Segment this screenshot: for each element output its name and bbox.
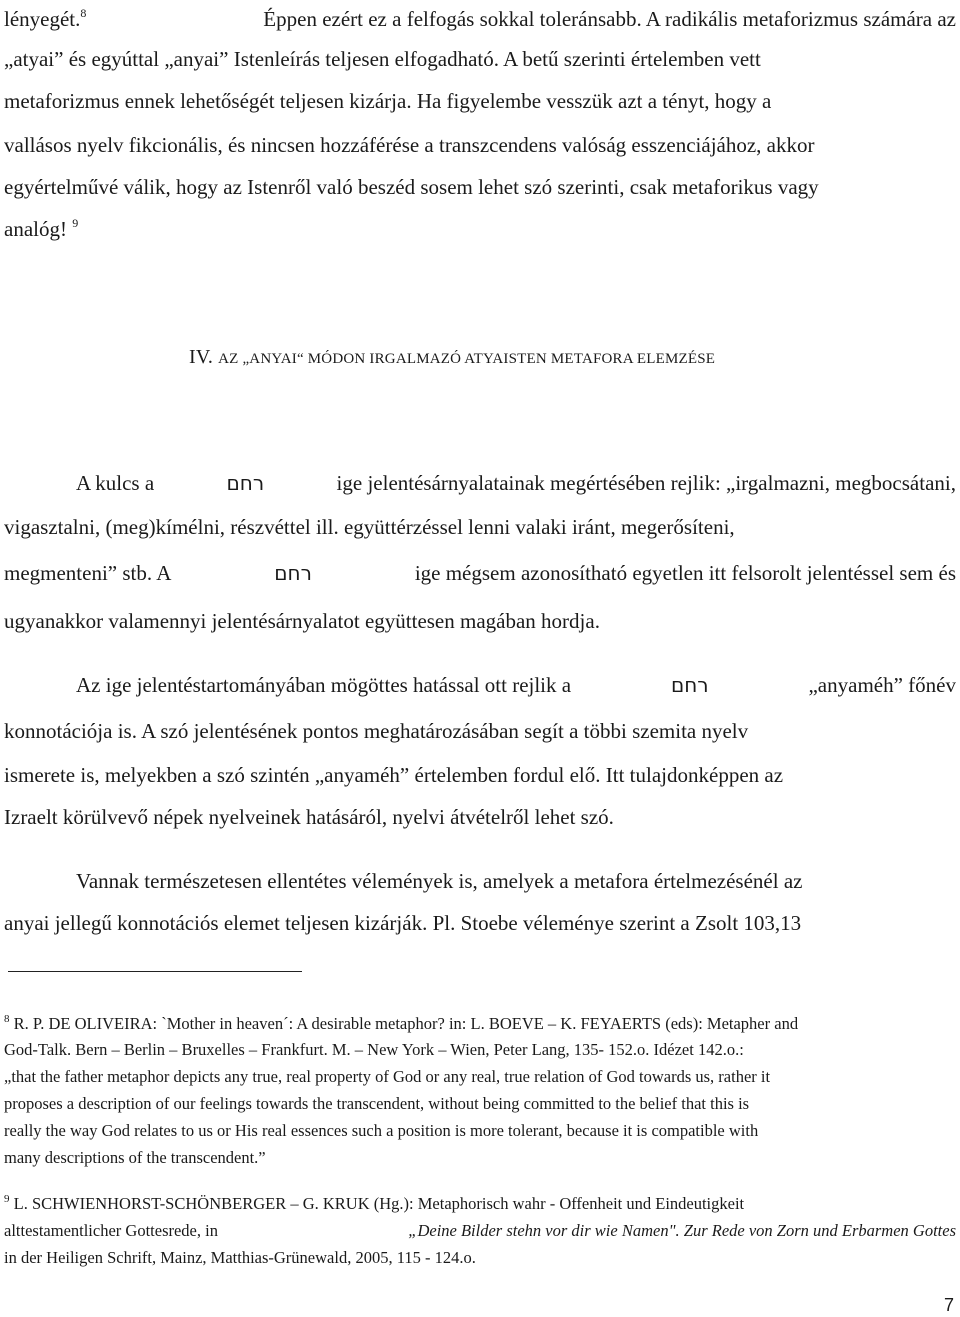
section-numeral: IV. (189, 346, 214, 368)
footnote-mark: 8 (4, 1013, 10, 1025)
text-run: megmenteni” stb. A (4, 561, 172, 585)
text-run: Éppen ezért ez a felfogás sokkal toleránsabb. A radikális metaforizmus számára az (263, 7, 956, 31)
text-run: many descriptions of the transcendent.” (4, 1148, 266, 1167)
footnote-8-line (4, 1145, 956, 1171)
paragraph-line: anyai jellegű konnotációs elemet teljesen kizárják. Pl. Stoebe véleménye szerint a Zsolt 103,13 (4, 911, 802, 935)
paragraph-line (4, 802, 956, 832)
paragraph-line: konnotációja is. A szó jelentésének pontos meghatározásában segít a többi szemita nyelv (4, 719, 749, 743)
paragraph-line: vallásos nyelv fikcionális, és nincsen hozzáférése a transzcendens valóság esszenciájához, akkor (4, 133, 815, 157)
footnote-8-line: God-Talk. Bern – Berlin – Bruxelles – Frankfurt. M. – New York – Wien, Peter Lang, 135- 152.o. Idézet 142.o.: (4, 1040, 744, 1059)
paragraph-line (4, 558, 956, 588)
text-run: lényegét. (4, 7, 81, 31)
text-run: ugyanakkor valamennyi jelentésárnyalatot együttesen magában hordja. (4, 609, 600, 633)
paragraph-line: ismerete is, melyekben a szó szintén „anyaméh” értelemben fordul elő. Itt tulajdonképpen az (4, 763, 784, 787)
footnote-ref-8[interactable]: 8 (80, 6, 87, 20)
section-title: AZ „ANYAI“ MÓDON IRGALMAZÓ ATYAISTEN METAFORA ELEMZÉSE (218, 351, 716, 367)
paragraph-line (76, 468, 956, 498)
hebrew-word: רחם (226, 471, 265, 495)
text-run: R. P. DE OLIVEIRA: `Mother in heaven´: A desirable metaphor? in: L. BOEVE – K. FEYAERTS (eds): Metapher and (13, 1014, 799, 1033)
text-run: ige jelentésárnyalatainak megértésében rejlik: „irgalmazni, megbocsátani, (336, 471, 956, 495)
paragraph-line (4, 214, 956, 244)
paragraph-line (4, 4, 956, 34)
page-number: 7 (943, 1295, 954, 1315)
paragraph-line: egyértelművé válik, hogy az Istenről való beszéd sosem lehet szó szerinti, csak metaforikus vagy (4, 175, 819, 199)
footnote-ref-9[interactable]: 9 (72, 216, 79, 230)
cited-title: „Deine Bilder stehn vor dir wie Namen". Zur Rede von Zorn und Erbarmen Gottes (408, 1221, 956, 1240)
footnote-8-line (4, 1011, 956, 1037)
paragraph-line (76, 670, 956, 700)
footnote-9-line (4, 1245, 956, 1271)
footnote-9-line (4, 1191, 956, 1217)
paragraph-line: „atyai” és egyúttal „anyai” Istenleírás teljesen elfogadható. A betű szerinti értelemben vett (4, 47, 761, 71)
paragraph-line: Vannak természetesen ellentétes vélemények is, amelyek a metafora értelmezésénél az (76, 869, 803, 893)
paragraph-line (4, 606, 956, 636)
footnote-8-line: proposes a description of our feelings towards the transcendent, without being committed to the belief that this is (4, 1094, 750, 1113)
text-run: L. SCHWIENHORST-SCHÖNBERGER – G. KRUK (Hg.): Metaphorisch wahr - Offenheit und Eindeutigkeit (13, 1194, 745, 1213)
footnote-8-line: „that the father metaphor depicts any true, real property of God or any real, true relation of God towards us, rather it (4, 1067, 771, 1086)
text-run: Izraelt körülvevő népek nyelveinek hatásáról, nyelvi átvételről lehet szó. (4, 805, 614, 829)
paragraph-line: metaforizmus ennek lehetőségét teljesen kizárja. Ha figyelembe vesszük azt a tényt, hogy a (4, 89, 772, 113)
text-run: analóg! (4, 217, 67, 241)
footnote-mark: 9 (4, 1193, 10, 1205)
text-run: „anyaméh” főnév (808, 673, 956, 697)
text-run: Az ige jelentéstartományában mögöttes hatással ott rejlik a (76, 673, 572, 697)
text-run: in der Heiligen Schrift, Mainz, Matthias-Grünewald, 2005, 115 - 124.o. (4, 1248, 476, 1267)
footnote-separator (8, 971, 302, 972)
text-run: ige mégsem azonosítható egyetlen itt felsorolt jelentéssel sem és (414, 561, 956, 585)
text-run: alttestamentlicher Gottesrede, in (4, 1221, 218, 1240)
footnote-8-line: really the way God relates to us or His real essences such a position is more tolerant, because it is compatible with (4, 1121, 759, 1140)
footnote-9-line (4, 1218, 956, 1244)
hebrew-word: רחם (670, 673, 709, 697)
text-run: A kulcs a (76, 471, 155, 495)
section-heading (189, 343, 715, 373)
hebrew-word: רחם (274, 561, 312, 585)
paragraph-line: vigasztalni, (meg)kímélni, részvéttel ill. együttérzéssel lenni valaki iránt, megerősíteni, (4, 515, 735, 539)
